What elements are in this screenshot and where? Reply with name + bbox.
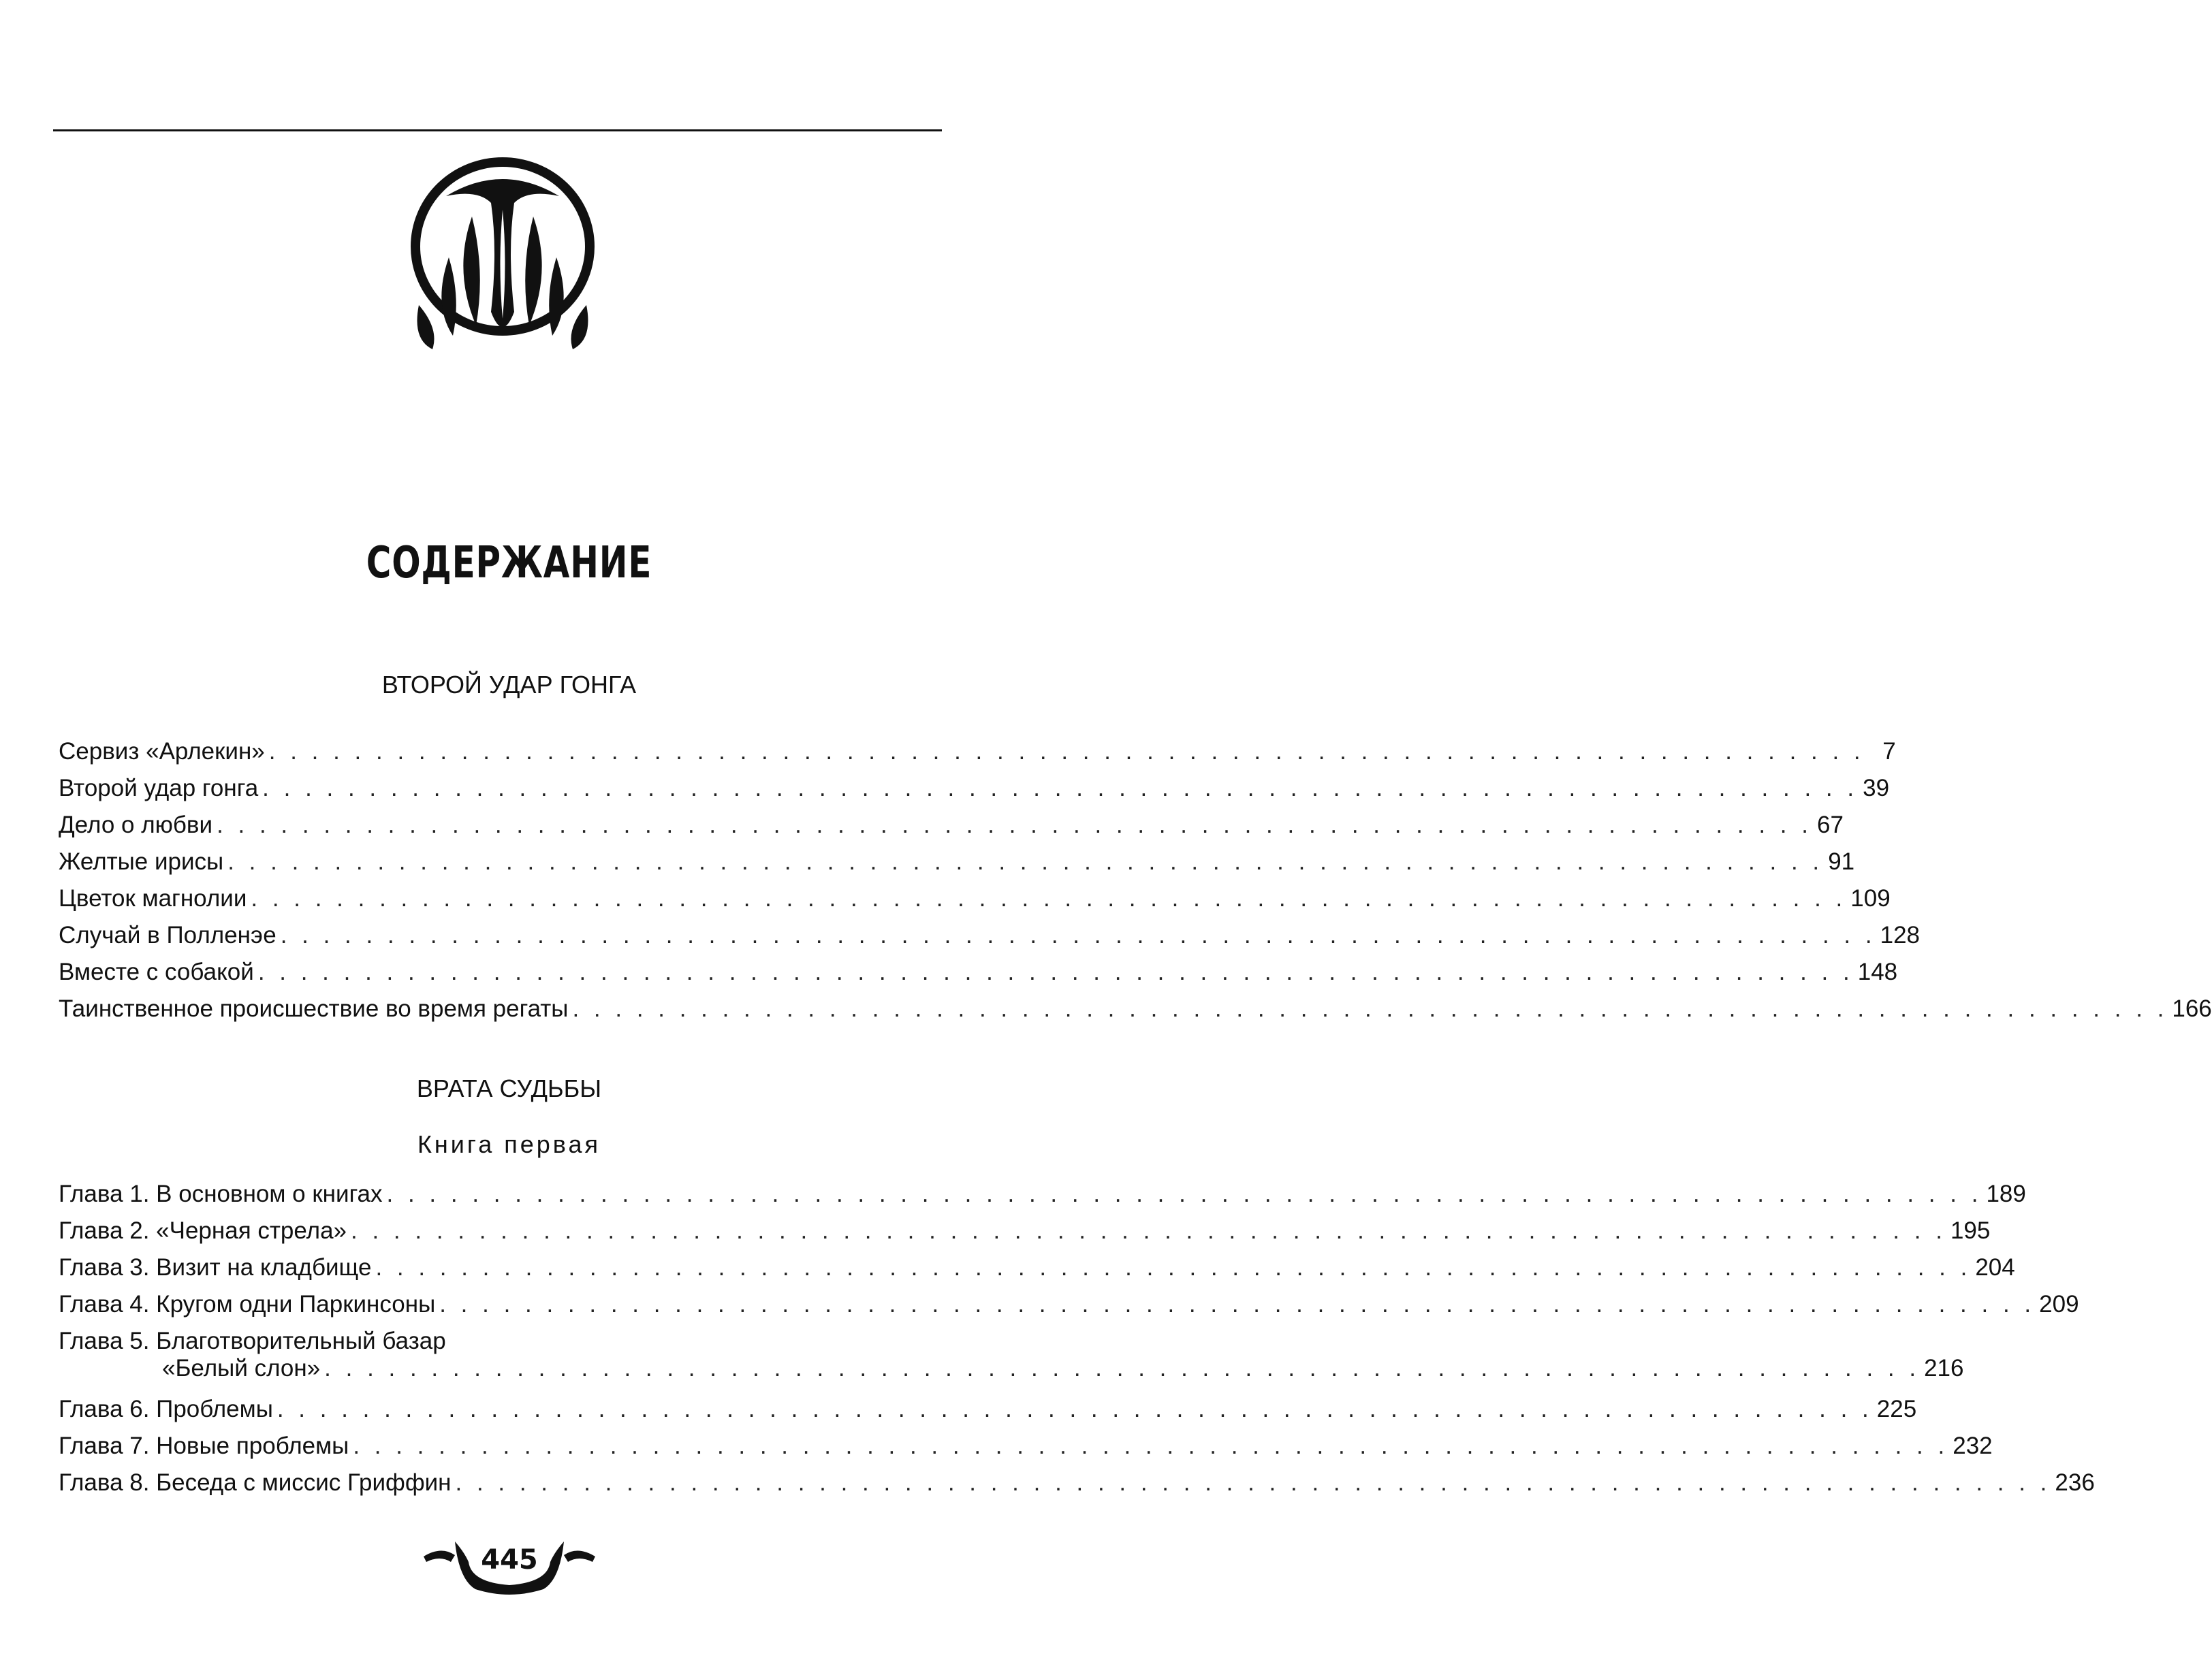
- toc-entry: [59, 921, 1921, 951]
- toc-entry-label: Вместе с собакой: [59, 959, 254, 985]
- toc-entry: [59, 810, 1844, 840]
- toc-entry: [59, 1216, 1991, 1246]
- page-number-ornament: [421, 1532, 598, 1597]
- toc-leader: . . . . . . . . . . . . . . . . . . . . . . . . . . . . . . . . . . . . . . . . . . . . . . . . . . . . . . . . . . . . . . . . . . . . . . . . . . .: [572, 995, 2168, 1022]
- toc-entry-page: 189: [1986, 1181, 2026, 1207]
- toc-entry: [59, 1354, 1964, 1384]
- toc-entry-page: 209: [2039, 1291, 2079, 1317]
- toc-leader: . . . . . . . . . . . . . . . . . . . . . . . . . . . . . . . . . . . . . . . . . . . . . . . . . . . . . . . . . . . . . . . . . . . . . . . . . . .: [455, 1469, 2051, 1496]
- toc-entry: [59, 957, 1898, 987]
- toc-entry-label: Таинственное происшествие во время регаты: [59, 995, 569, 1022]
- page-title: СОДЕРЖАНИЕ: [366, 538, 652, 588]
- toc-entry-page: 7: [1882, 738, 1896, 765]
- toc-entry-label: Глава 2. «Черная стрела»: [59, 1217, 347, 1244]
- toc-entry-label: Дело о любви: [59, 812, 213, 838]
- toc-leader: . . . . . . . . . . . . . . . . . . . . . . . . . . . . . . . . . . . . . . . . . . . . . . . . . . . . . . . . . . . . . . . . . . . . . . . . . . .: [262, 775, 1859, 801]
- toc-entry-page: 236: [2055, 1469, 2095, 1496]
- toc-entry: [59, 884, 1891, 914]
- toc-entry-page: 225: [1876, 1396, 1917, 1422]
- toc-entry-page: 216: [1924, 1355, 1964, 1381]
- toc-entry-label: Глава 3. Визит на кладбище: [59, 1254, 372, 1281]
- toc-entry-label: Глава 1. В основном о книгах: [59, 1181, 383, 1207]
- toc-entry-page: 166: [2172, 995, 2212, 1022]
- toc-entry-page: 39: [1863, 775, 1890, 801]
- section-heading-1: ВТОРОЙ УДАР ГОНГА: [381, 671, 637, 699]
- toc-leader: . . . . . . . . . . . . . . . . . . . . . . . . . . . . . . . . . . . . . . . . . . . . . . . . . . . . . . . . . . . . . . . . . . . . . . . . . . .: [375, 1254, 1972, 1281]
- top-rule: [53, 129, 942, 131]
- section-heading-2: ВРАТА СУДЬБЫ: [416, 1074, 602, 1102]
- toc-entry-label: Глава 6. Проблемы: [59, 1396, 273, 1422]
- toc-entry-label: Цветок магнолии: [59, 885, 247, 912]
- toc-entry: [59, 773, 1890, 803]
- toc-entry-label: Глава 8. Беседа с миссис Гриффин: [59, 1469, 452, 1496]
- toc-entry-page: 195: [1950, 1217, 1991, 1244]
- toc-entry: [59, 1290, 2079, 1320]
- toc-leader: . . . . . . . . . . . . . . . . . . . . . . . . . . . . . . . . . . . . . . . . . . . . . . . . . . . . . . . . . . . . . . . . . . . . . . . . . . .: [257, 959, 1854, 985]
- toc-leader: . . . . . . . . . . . . . . . . . . . . . . . . . . . . . . . . . . . . . . . . . . . . . . . . . . . . . . . . . . . . . . . . . . . . . . . . . . .: [268, 738, 1865, 765]
- toc-entry-label: Глава 7. Новые проблемы: [59, 1433, 349, 1459]
- toc-leader: . . . . . . . . . . . . . . . . . . . . . . . . . . . . . . . . . . . . . . . . . . . . . . . . . . . . . . . . . . . . . . . . . . . . . . . . . . .: [280, 922, 1876, 948]
- toc-entry-label-continued: «Белый слон»: [162, 1355, 321, 1381]
- toc-leader: . . . . . . . . . . . . . . . . . . . . . . . . . . . . . . . . . . . . . . . . . . . . . . . . . . . . . . . . . . . . . . . . . . . . . . . . . . .: [386, 1181, 1982, 1207]
- toc-leader: . . . . . . . . . . . . . . . . . . . . . . . . . . . . . . . . . . . . . . . . . . . . . . . . . . . . . . . . . . . . . . . . . . . . . . . . . . .: [324, 1355, 1921, 1381]
- toc-entry: [59, 847, 1855, 877]
- toc-entry: [59, 1431, 1993, 1461]
- toc-leader: . . . . . . . . . . . . . . . . . . . . . . . . . . . . . . . . . . . . . . . . . . . . . . . . . . . . . . . . . . . . . . . . . . . . . . . . . . .: [276, 1396, 1873, 1422]
- toc-leader: . . . . . . . . . . . . . . . . . . . . . . . . . . . . . . . . . . . . . . . . . . . . . . . . . . . . . . . . . . . . . . . . . . . . . . . . . . .: [353, 1433, 1949, 1459]
- toc-entry-page: 128: [1880, 922, 1921, 948]
- toc-entry: [59, 1394, 1917, 1424]
- section-subheading: Книга первая: [417, 1130, 601, 1158]
- toc-leader: . . . . . . . . . . . . . . . . . . . . . . . . . . . . . . . . . . . . . . . . . . . . . . . . . . . . . . . . . . . . . . . . . . . . . . . . . . .: [351, 1217, 1946, 1244]
- toc-entry-page: 109: [1850, 885, 1891, 912]
- toc-leader: . . . . . . . . . . . . . . . . . . . . . . . . . . . . . . . . . . . . . . . . . . . . . . . . . . . . . . . . . . . . . . . . . . . . . . . . . . .: [217, 812, 1812, 838]
- toc-entry-page: 67: [1817, 812, 1844, 838]
- toc-entry: [59, 994, 2212, 1024]
- toc-entry-page: 232: [1953, 1433, 1993, 1459]
- toc-entry-page: 148: [1857, 959, 1898, 985]
- toc-entry-page: 91: [1828, 848, 1855, 875]
- toc-entry-label: Глава 4. Кругом одни Паркинсоны: [59, 1291, 436, 1317]
- toc-leader: . . . . . . . . . . . . . . . . . . . . . . . . . . . . . . . . . . . . . . . . . . . . . . . . . . . . . . . . . . . . . . . . . . . . . . . . . . .: [227, 848, 1824, 875]
- ornament-logo-icon: [405, 155, 600, 353]
- toc-leader: . . . . . . . . . . . . . . . . . . . . . . . . . . . . . . . . . . . . . . . . . . . . . . . . . . . . . . . . . . . . . . . . . . . . . . . . . . .: [439, 1291, 2036, 1317]
- page-number: 445: [481, 1544, 538, 1576]
- toc-entry: [59, 1253, 2015, 1283]
- toc-entry-label: Сервиз «Арлекин»: [59, 738, 265, 765]
- toc-entry-label: Второй удар гонга: [59, 775, 259, 801]
- toc-entry-label: Глава 5. Благотворительный базар: [59, 1328, 446, 1354]
- toc-leader: . . . . . . . . . . . . . . . . . . . . . . . . . . . . . . . . . . . . . . . . . . . . . . . . . . . . . . . . . . . . . . . . . . . . . . . . . . .: [251, 885, 1847, 912]
- toc-entry: [59, 1468, 2095, 1498]
- toc-entry: [59, 737, 1896, 767]
- toc-entry: [59, 1179, 2026, 1209]
- toc-entry-label: Случай в Полленэе: [59, 922, 276, 948]
- toc-entry-page: 204: [1975, 1254, 2015, 1281]
- toc-entry-label: Желтые ирисы: [59, 848, 224, 875]
